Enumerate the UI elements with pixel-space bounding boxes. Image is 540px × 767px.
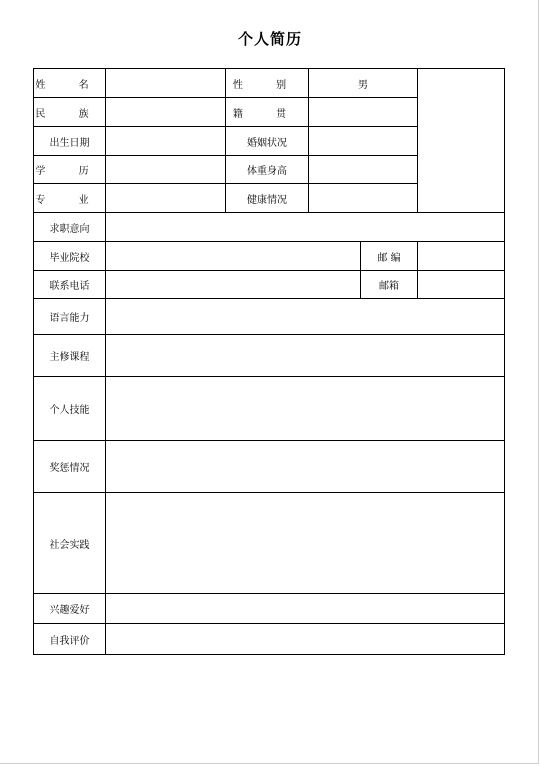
language-label: 语言能力 [34,299,106,335]
hobbies-label: 兴趣爱好 [34,594,106,624]
marital-status-value[interactable] [309,127,418,156]
email-value[interactable] [418,271,505,299]
practice-label: 社会实践 [34,493,106,594]
self-eval-label: 自我评价 [34,624,106,655]
row-job-intention [34,213,505,242]
row-awards [34,441,505,493]
hobbies-value[interactable] [106,594,505,624]
major-label: 专 业 [34,184,106,213]
height-weight-label: 体重身高 [226,156,309,184]
row-language [34,299,505,335]
resume-table [33,68,505,655]
height-weight-value[interactable] [309,156,418,184]
row-courses [34,335,505,377]
row-self-eval [34,624,505,655]
phone-label: 联系电话 [34,271,106,299]
language-value[interactable] [106,299,505,335]
name-label: 姓 名 [34,69,106,98]
ethnicity-label: 民 族 [34,98,106,127]
education-label: 学 历 [34,156,106,184]
courses-label: 主修课程 [34,335,106,377]
email-label: 邮箱 [361,271,418,299]
native-place-value[interactable] [309,98,418,127]
awards-label: 奖惩情况 [34,441,106,493]
education-value[interactable] [106,156,226,184]
row-skills [34,377,505,441]
school-value[interactable] [106,242,361,271]
row-phone [34,271,505,299]
self-eval-value[interactable] [106,624,505,655]
native-place-label: 籍 贯 [226,98,309,127]
birth-date-label: 出生日期 [34,127,106,156]
practice-value[interactable] [106,493,505,594]
skills-value[interactable] [106,377,505,441]
postcode-value[interactable] [418,242,505,271]
row-practice [34,493,505,594]
health-label: 健康情况 [226,184,309,213]
school-label: 毕业院校 [34,242,106,271]
row-school [34,242,505,271]
gender-label: 性 别 [226,69,309,98]
courses-value[interactable] [106,335,505,377]
major-value[interactable] [106,184,226,213]
health-value[interactable] [309,184,418,213]
row-name [34,69,505,98]
ethnicity-value[interactable] [106,98,226,127]
birth-date-value[interactable] [106,127,226,156]
skills-label: 个人技能 [34,377,106,441]
marital-status-label: 婚姻状况 [226,127,309,156]
name-value[interactable] [106,69,226,98]
awards-value[interactable] [106,441,505,493]
phone-value[interactable] [106,271,361,299]
postcode-label: 邮 编 [361,242,418,271]
gender-value[interactable]: 男 [309,69,418,98]
page-title: 个人简历 [237,30,302,48]
job-intention-label: 求职意向 [34,213,106,242]
job-intention-value[interactable] [106,213,505,242]
row-hobbies [34,594,505,624]
photo-cell [418,69,505,213]
